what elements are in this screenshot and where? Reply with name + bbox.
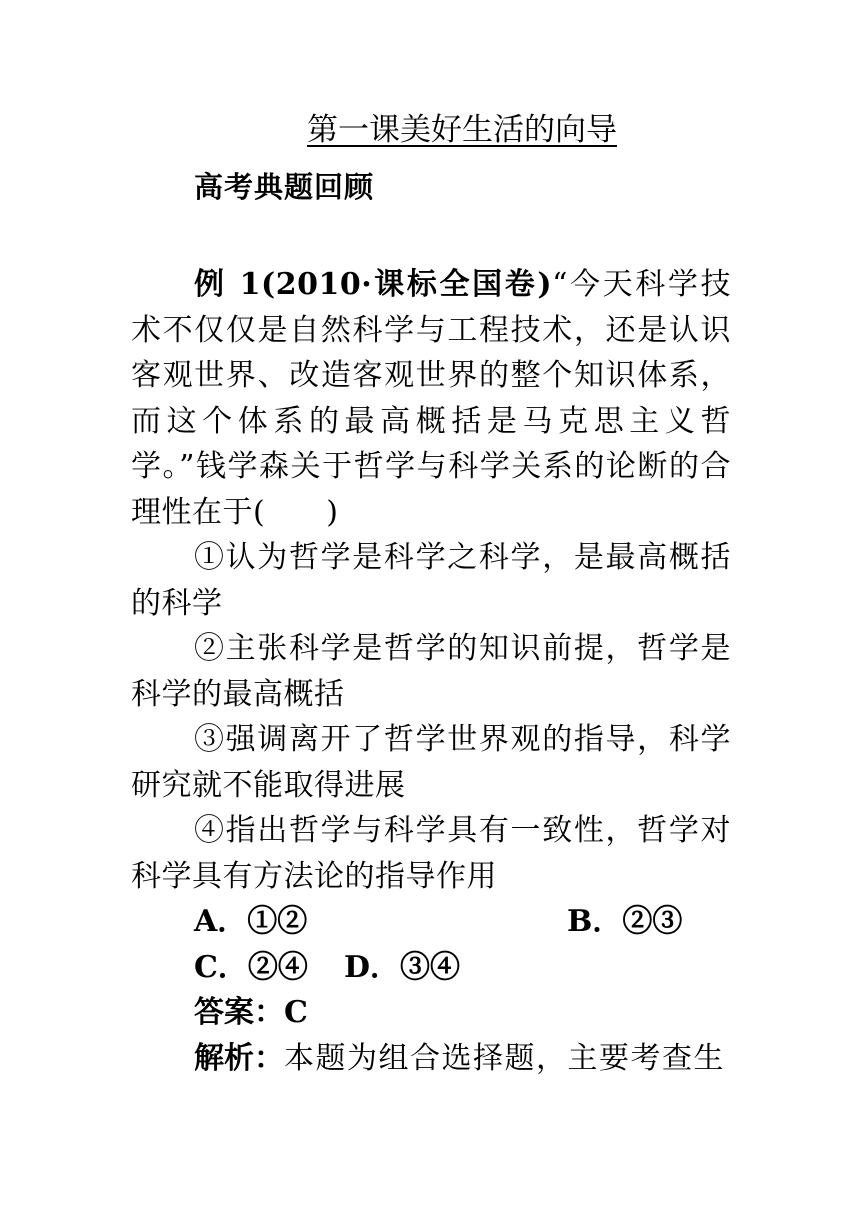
- section-heading: 高考典题回顾: [194, 170, 375, 204]
- question-stem: [131, 262, 731, 535]
- question-block: [131, 262, 731, 1081]
- statement-2: ②主张科学是哲学的知识前提，哲学是科学的最高概括: [131, 631, 731, 712]
- statement-3: ③强调离开了哲学世界观的指导，科学研究就不能取得进展: [131, 722, 731, 803]
- page-title: 第一课美好生活的向导: [307, 112, 617, 148]
- analysis-line: [194, 1036, 731, 1082]
- option-d: D．③④: [344, 949, 461, 985]
- option-b: B．②③: [567, 904, 683, 939]
- options-row-1: [194, 899, 731, 945]
- statement-4: ④指出哲学与科学具有一致性，哲学对科学具有方法论的指导作用: [131, 813, 731, 894]
- answer-line: [194, 990, 731, 1036]
- option-a: A．①②: [194, 904, 308, 939]
- analysis-label: 解析：: [194, 1040, 284, 1076]
- example-stem-text: “今天科学技术不仅仅是自然科学与工程技术，还是认识客观世界、改造客观世界的整个知识体系，而这个体系的最高概括是马克思主义哲学。”钱学森关于哲学与科学关系的论断的合理性在于( ): [131, 267, 731, 530]
- option-c: C．②④: [194, 949, 308, 985]
- analysis-text: 本题为组合选择题，主要考查生: [284, 1040, 725, 1076]
- options-row-2: [194, 945, 731, 991]
- answer-value: C: [284, 995, 308, 1030]
- example-source: (2010·课标全国卷): [261, 267, 553, 302]
- answer-label: 答案：: [194, 995, 284, 1030]
- statement-1: ①认为哲学是科学之科学，是最高概括的科学: [131, 540, 731, 621]
- example-label: 例 1: [194, 267, 262, 302]
